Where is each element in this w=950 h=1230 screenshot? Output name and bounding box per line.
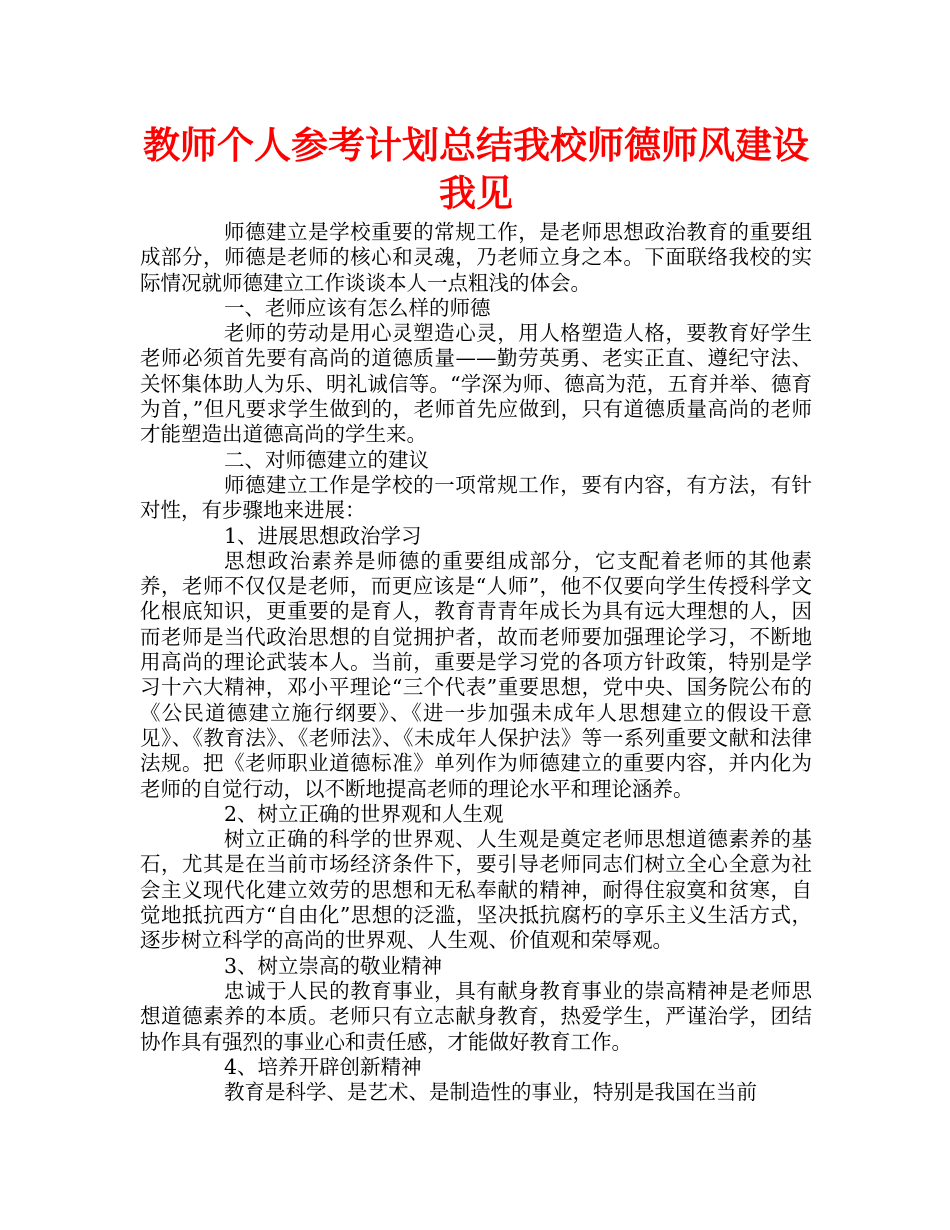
paragraph: 树立正确的科学的世界观、人生观是奠定老师思想道德素养的基石，尤其是在当前市场经济条件下，要引导老师同志们树立全心全意为社会主义现代化建立效劳的思想和无私奉献的精神，耐得住寂寞和贫寒，自觉地抵抗西方“自由化”思想的泛滥，坚决抵抗腐朽的享乐主义生活方式，逐步树立科学的高尚的世界观、人生观、价值观和荣辱观。 (140, 827, 812, 953)
paragraph: 教育是科学、是艺术、是制造性的事业，特别是我国在当前 (224, 1080, 757, 1105)
subsection-heading-2: 2、树立正确的世界观和人生观 (224, 801, 504, 826)
title-line-2: 我见 (439, 172, 513, 215)
title-line-1: 教师个人参考计划总结我校师德师风建设 (143, 124, 809, 167)
section-heading-1: 一、老师应该有怎么样的师德 (224, 295, 491, 320)
subsection-heading-3: 3、树立崇高的敬业精神 (224, 953, 443, 978)
section-heading-2: 二、对师德建立的建议 (224, 447, 429, 472)
document-page (140, 122, 812, 1105)
subsection-heading-4: 4、培养开辟创新精神 (224, 1054, 422, 1079)
paragraph: 老师的劳动是用心灵塑造心灵，用人格塑造人格，要教育好学生老师必须首先要有高尚的道德质量——勤劳英勇、老实正直、遵纪守法、关怀集体助人为乐、明礼诚信等。“学深为师、德高为范，五育并举、德育为首，”但凡要求学生做到的，老师首先应做到，只有道德质量高尚的老师才能塑造出道德高尚的学生来。 (140, 321, 812, 447)
document-body (140, 220, 812, 1105)
paragraph-intro: 师德建立是学校重要的常规工作，是老师思想政治教育的重要组成部分，师德是老师的核心和灵魂，乃老师立身之本。下面联络我校的实际情况就师德建立工作谈谈本人一点粗浅的体会。 (140, 220, 812, 295)
paragraph: 忠诚于人民的教育事业，具有献身教育事业的崇高精神是老师思想道德素养的本质。老师只有立志献身教育，热爱学生，严谨治学，团结协作具有强烈的事业心和责任感，才能做好教育工作。 (140, 978, 812, 1054)
paragraph: 思想政治素养是师德的重要组成部分，它支配着老师的其他素养，老师不仅仅是老师，而更应该是“人师”，他不仅要向学生传授科学文化根底知识，更重要的是育人，教育青青年成长为具有远大理想的人，因而老师是当代政治思想的自觉拥护者，故而老师要加强理论学习，不断地用高尚的理论武装本人。当前，重要是学习党的各项方针政策，特别是学习十六大精神，邓小平理论“三个代表”重要思想，党中央、国务院公布的《公民道德建立施行纲要》、《进一步加强未成年人思想建立的假设干意见》、《教育法》、《老师法》、《未成年人保护法》等一系列重要文献和法律法规。把《老师职业道德标准》单列作为师德建立的重要内容，并内化为老师的自觉行动，以不断地提高老师的理论水平和理论涵养。 (140, 548, 812, 801)
subsection-heading-1: 1、进展思想政治学习 (224, 523, 422, 548)
paragraph: 师德建立工作是学校的一项常规工作，要有内容，有方法，有针对性，有步骤地来进展： (140, 472, 812, 523)
document-title (140, 122, 812, 218)
